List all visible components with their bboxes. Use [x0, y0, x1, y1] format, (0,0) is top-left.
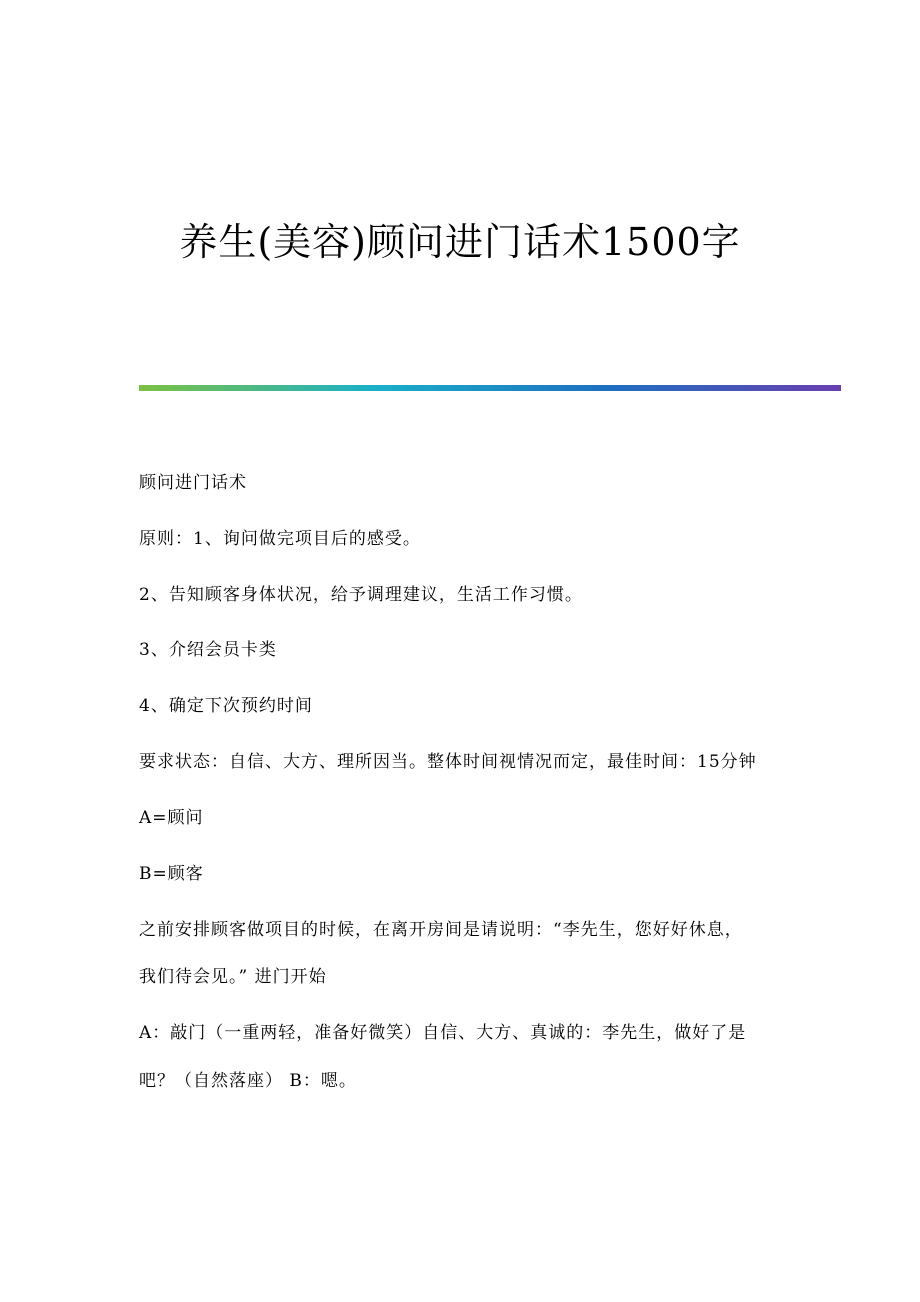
paragraph-instruction-line-1: 之前安排顾客做项目的时候，在离开房间是请说明：“李先生，您好好休息， [139, 920, 743, 940]
document-title: 养生(美容)顾问进门话术1500字 [179, 220, 741, 264]
title-divider [139, 385, 841, 391]
paragraph-requirements: 要求状态：自信、大方、理所因当。整体时间视情况而定，最佳时间：15分钟 [139, 752, 757, 772]
paragraph-principle-2: 2、告知顾客身体状况，给予调理建议，生活工作习惯。 [139, 585, 583, 605]
paragraph-principle-4: 4、确定下次预约时间 [139, 696, 313, 716]
paragraph-role-a: A=顾问 [139, 808, 204, 828]
paragraph-role-b: B=顾客 [139, 864, 204, 884]
paragraph-principle-1: 原则：1、询问做完项目后的感受。 [139, 529, 421, 549]
paragraph-principle-3: 3、介绍会员卡类 [139, 640, 277, 660]
paragraph-dialogue-line-1: A：敲门（一重两轻，准备好微笑）自信、大方、真诚的：李先生，做好了是 [139, 1023, 747, 1043]
paragraph-instruction-line-2: 我们待会见。” 进门开始 [139, 967, 327, 987]
paragraph-dialogue-line-2: 吧？（自然落座） B：嗯。 [139, 1071, 357, 1091]
paragraph-heading: 顾问进门话术 [139, 473, 247, 493]
